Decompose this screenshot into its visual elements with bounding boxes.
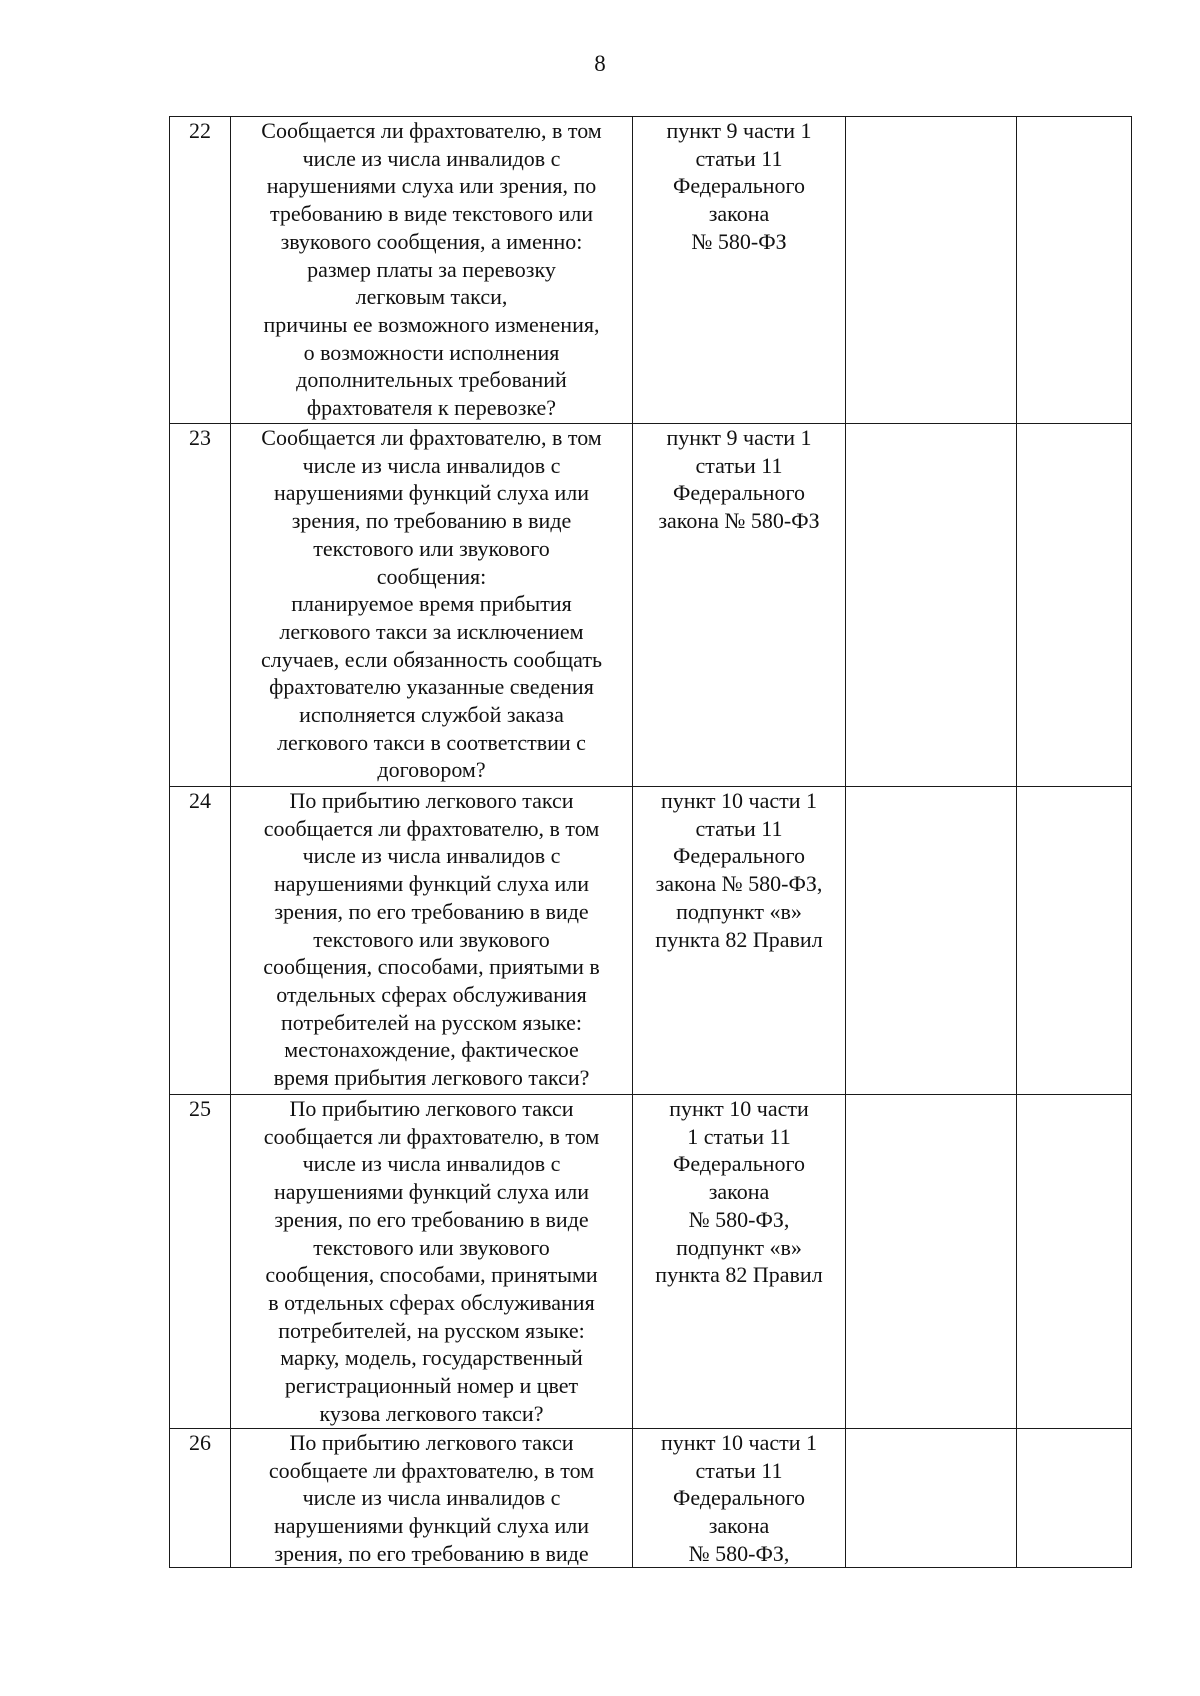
empty-answer-cell [846,1429,1017,1568]
legal-line: закона [708,1179,770,1205]
question-cell [231,117,633,424]
question-line: Сообщается ли фрахтователю, в том [261,118,602,143]
empty-answer-cell [846,424,1017,787]
legal-line: подпункт «в» [676,898,802,924]
legal-line: 1 статьи 11 [687,1123,791,1149]
question-line: зрения, по его требованию в виде [274,1540,589,1565]
row-number-cell [170,1429,231,1568]
page-number: 8 [594,51,606,76]
question-line: о возможности исполнения [303,339,560,365]
legal-line: пункт 9 части 1 [666,425,812,450]
question-line: случаев, если обязанность сообщать [260,646,603,672]
question-line: числе из числа инвалидов с [302,145,561,171]
legal-basis-cell [633,424,846,787]
legal-line: Федерального [672,1485,806,1511]
row-number-cell [170,1095,231,1429]
question-line: зрения, по требованию в виде [291,508,572,534]
legal-basis-cell [633,1429,846,1568]
legal-basis-cell [633,787,846,1095]
legal-basis-cell [633,117,846,424]
table-row-23 [170,424,1132,787]
legal-line: статьи 11 [695,452,783,478]
legal-line: закона № 580-ФЗ, [655,871,823,897]
row-number-cell [170,424,231,787]
question-line: фрахтователя к перевозке? [306,395,557,421]
question-line: сообщения, способами, принятыми [265,1262,598,1288]
question-line: зрения, по его требованию в виде [274,898,589,924]
question-line: нарушениями функций слуха или [273,1179,590,1205]
question-line: планируемое время прибытия [291,591,572,617]
question-line: числе из числа инвалидов с [302,1151,561,1177]
row-number: 24 [189,788,211,813]
checklist-table [169,116,1132,1568]
legal-basis-cell [633,1095,846,1429]
question-line: потребителей на русском языке: [281,1009,582,1035]
question-line: местонахождение, фактическое [284,1037,579,1063]
row-number-cell [170,117,231,424]
legal-line: статьи 11 [695,815,783,841]
legal-line: Федерального [672,1151,806,1177]
question-line: причины ее возможного изменения, [263,311,600,337]
question-line: потребителей, на русском языке: [278,1317,585,1343]
table-row-24 [170,787,1132,1095]
empty-note-cell [1017,117,1132,424]
question-line: фрахтователю указанные сведения [269,674,594,700]
legal-line: пункт 10 части 1 [660,788,818,813]
question-line: По прибытию легкового такси [289,1430,574,1455]
question-line: По прибытию легкового такси [289,1096,574,1121]
question-line: сообщения: [376,563,487,589]
empty-note-cell [1017,1429,1132,1568]
question-cell [231,424,633,787]
question-line: кузова легкового такси? [319,1400,544,1426]
question-line: легкового такси за исключением [279,618,584,644]
question-line: договором? [377,757,486,783]
question-line: сообщаете ли фрахтователю, в том [268,1457,595,1483]
legal-line: подпункт «в» [676,1234,802,1260]
legal-line: № 580-ФЗ, [688,1206,790,1232]
question-line: звукового сообщения, а именно: [280,228,583,254]
question-line: марку, модель, государственный [280,1345,583,1371]
question-line: По прибытию легкового такси [289,788,574,813]
question-line: зрения, по его требованию в виде [274,1206,589,1232]
legal-line: Федерального [672,843,806,869]
question-line: нарушениями слуха или зрения, по [266,173,597,199]
legal-line: пункта 82 Правил [655,926,823,952]
question-cell [231,1429,633,1568]
question-line: сообщается ли фрахтователю, в том [263,1123,600,1149]
legal-line: статьи 11 [695,1457,783,1483]
table-row-25 [170,1095,1132,1429]
legal-line: № 580-ФЗ [691,228,787,254]
legal-line: Федерального [672,173,806,199]
legal-line: № 580-ФЗ, [688,1540,790,1565]
question-line: сообщения, способами, приятыми в [263,954,600,980]
empty-note-cell [1017,424,1132,787]
row-number-cell [170,787,231,1095]
question-line: числе из числа инвалидов с [302,1485,561,1511]
question-line: отдельных сферах обслуживания [276,981,587,1007]
legal-line: Федерального [672,480,806,506]
table-row-22 [170,117,1132,424]
question-line: в отдельных сферах обслуживания [268,1289,595,1315]
empty-note-cell [1017,787,1132,1095]
question-line: нарушениями функций слуха или [273,871,590,897]
legal-line: пункта 82 Правил [655,1262,823,1288]
row-number: 23 [189,425,211,450]
question-line: текстового или звукового [313,535,550,561]
legal-line: закона [708,1513,770,1539]
empty-answer-cell [846,117,1017,424]
empty-answer-cell [846,1095,1017,1429]
table-row-26 [170,1429,1132,1568]
question-line: легковым такси, [355,284,508,310]
question-line: Сообщается ли фрахтователю, в том [261,425,602,450]
question-line: время прибытия легкового такси? [273,1065,590,1091]
question-cell [231,1095,633,1429]
legal-line: пункт 10 части [669,1096,809,1121]
empty-answer-cell [846,787,1017,1095]
legal-line: закона № 580-ФЗ [658,508,820,534]
legal-line: пункт 10 части 1 [660,1430,818,1455]
question-line: числе из числа инвалидов с [302,452,561,478]
question-line: регистрационный номер и цвет [284,1373,579,1399]
question-line: размер платы за перевозку [307,256,556,282]
question-line: исполняется службой заказа [299,702,564,728]
question-line: нарушениями функций слуха или [273,1513,590,1539]
row-number: 26 [189,1430,211,1455]
legal-line: пункт 9 части 1 [666,118,812,143]
question-line: числе из числа инвалидов с [302,843,561,869]
row-number: 22 [189,118,211,143]
question-line: текстового или звукового [313,1234,550,1260]
question-line: дополнительных требований [296,367,567,393]
empty-note-cell [1017,1095,1132,1429]
question-line: текстового или звукового [313,926,550,952]
question-line: нарушениями функций слуха или [273,480,590,506]
question-line: легкового такси в соответствии с [277,729,586,755]
legal-line: закона [708,201,770,227]
question-line: требованию в виде текстового или [269,201,594,227]
row-number: 25 [189,1096,211,1121]
question-cell [231,787,633,1095]
legal-line: статьи 11 [695,145,783,171]
question-line: сообщается ли фрахтователю, в том [263,815,600,841]
